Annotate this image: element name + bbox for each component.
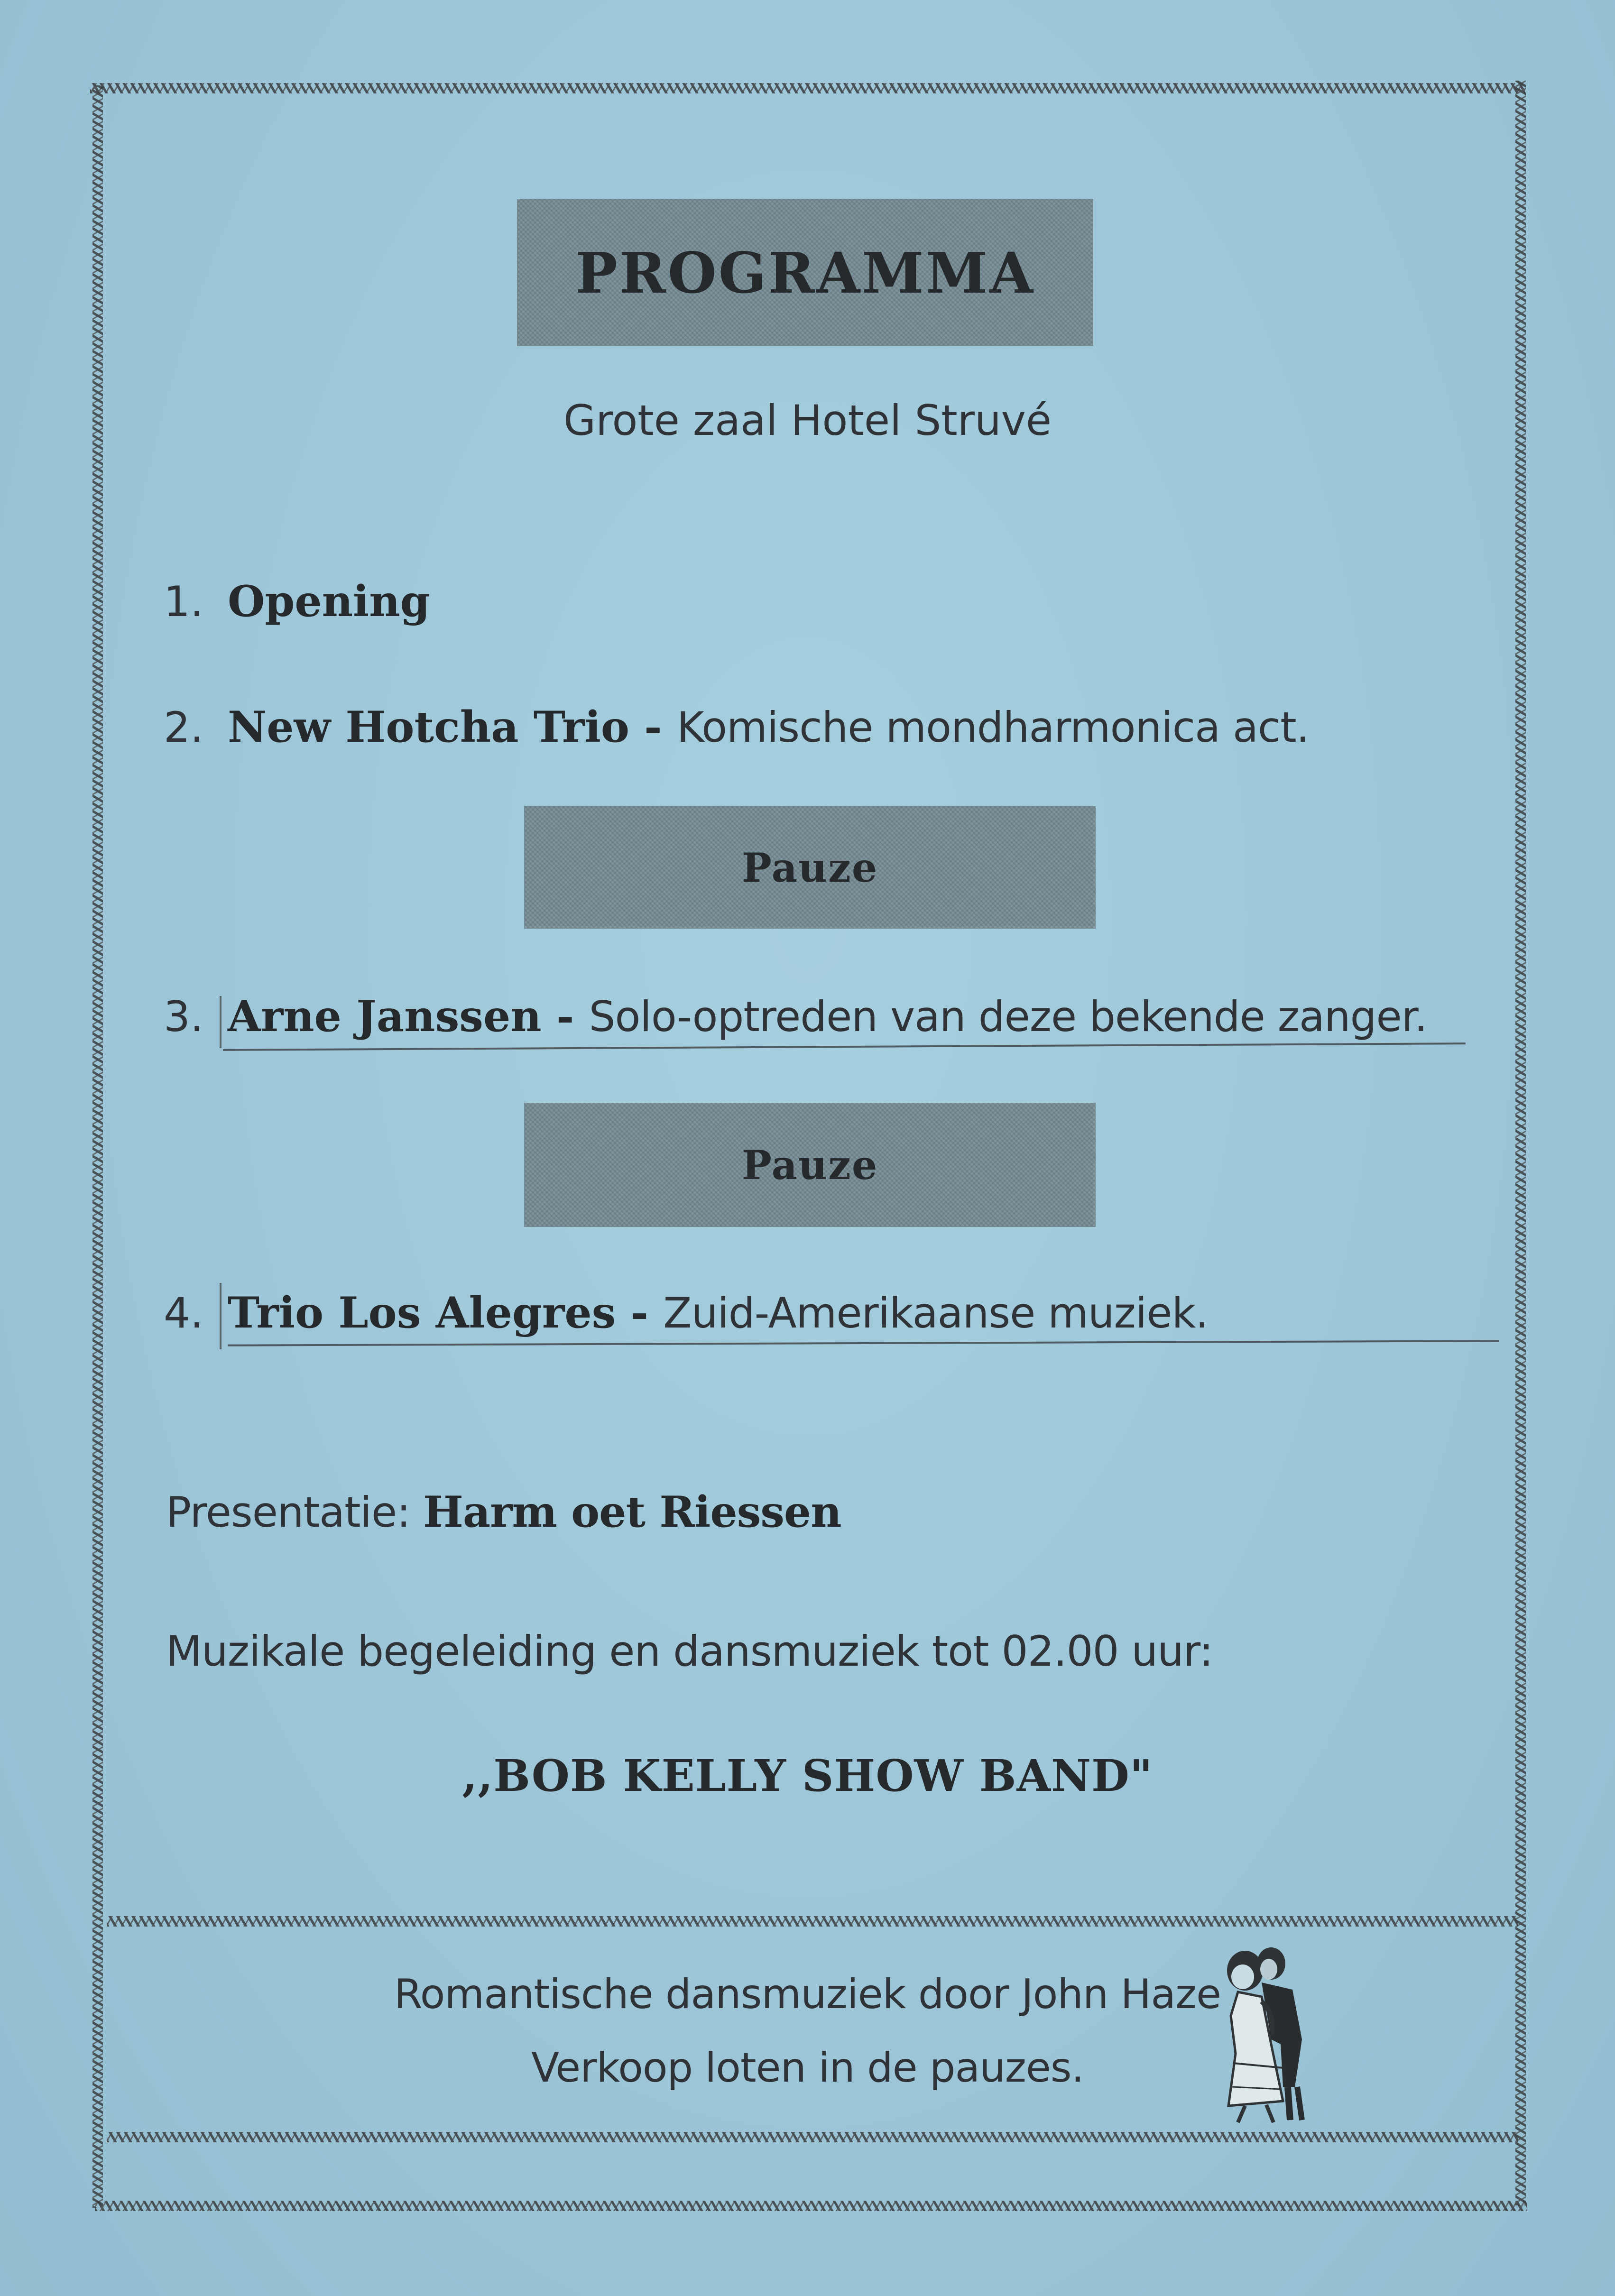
- item-4-mark: [220, 1283, 221, 1349]
- pause-banner-1: [524, 806, 1096, 929]
- music-line: Muzikale begeleiding en dansmuziek tot 02.00 uur:: [166, 1627, 1213, 1676]
- title-banner: [517, 199, 1093, 346]
- presentation-line: [166, 1487, 841, 1537]
- presenter-name: Harm oet Riessen: [423, 1487, 841, 1537]
- footer-divider-top: [107, 1916, 1518, 1927]
- item-name: Arne Janssen: [228, 991, 542, 1042]
- program-item-3: [164, 991, 1427, 1042]
- item-name: Opening: [228, 576, 430, 627]
- item-number: 3.: [164, 992, 203, 1041]
- page-title: PROGRAMMA: [575, 240, 1035, 306]
- item-separator: -: [616, 1288, 664, 1338]
- presentation-label: Presentatie:: [166, 1488, 410, 1537]
- item-name: New Hotcha Trio: [228, 702, 629, 752]
- item-separator: -: [629, 702, 677, 752]
- item-3-mark: [220, 996, 221, 1048]
- footer-divider-bottom: [107, 2132, 1518, 2142]
- footer-line-1: Romantische dansmuziek door John Haze: [394, 1971, 1221, 2018]
- item-number: 4.: [164, 1289, 203, 1337]
- item-description: Zuid-Amerikaanse muziek.: [663, 1289, 1209, 1337]
- program-item-2: [164, 702, 1309, 752]
- item-3-underline: [223, 1042, 1466, 1051]
- pause-label: Pauze: [741, 1141, 878, 1189]
- footer-line-2: Verkoop loten in de pauzes.: [531, 2044, 1084, 2092]
- item-description: Solo-optreden van deze bekende zanger.: [589, 992, 1427, 1041]
- band-name: ,,BOB KELLY SHOW BAND": [462, 1750, 1153, 1801]
- border-bottom: [95, 2201, 1527, 2211]
- dancing-couple-icon: [1200, 1945, 1323, 2125]
- item-number: 1.: [164, 577, 203, 626]
- program-item-4: [164, 1288, 1208, 1338]
- border-top: [90, 83, 1525, 93]
- item-description: Komische mondharmonica act.: [676, 703, 1309, 752]
- item-name: Trio Los Alegres: [228, 1288, 616, 1338]
- program-item-1: [164, 576, 430, 627]
- item-number: 2.: [164, 703, 203, 752]
- pause-label: Pauze: [741, 844, 878, 891]
- venue-subtitle: Grote zaal Hotel Struvé: [563, 396, 1052, 445]
- item-separator: -: [541, 991, 589, 1042]
- pause-banner-2: [524, 1103, 1096, 1227]
- item-4-underline: [228, 1340, 1499, 1346]
